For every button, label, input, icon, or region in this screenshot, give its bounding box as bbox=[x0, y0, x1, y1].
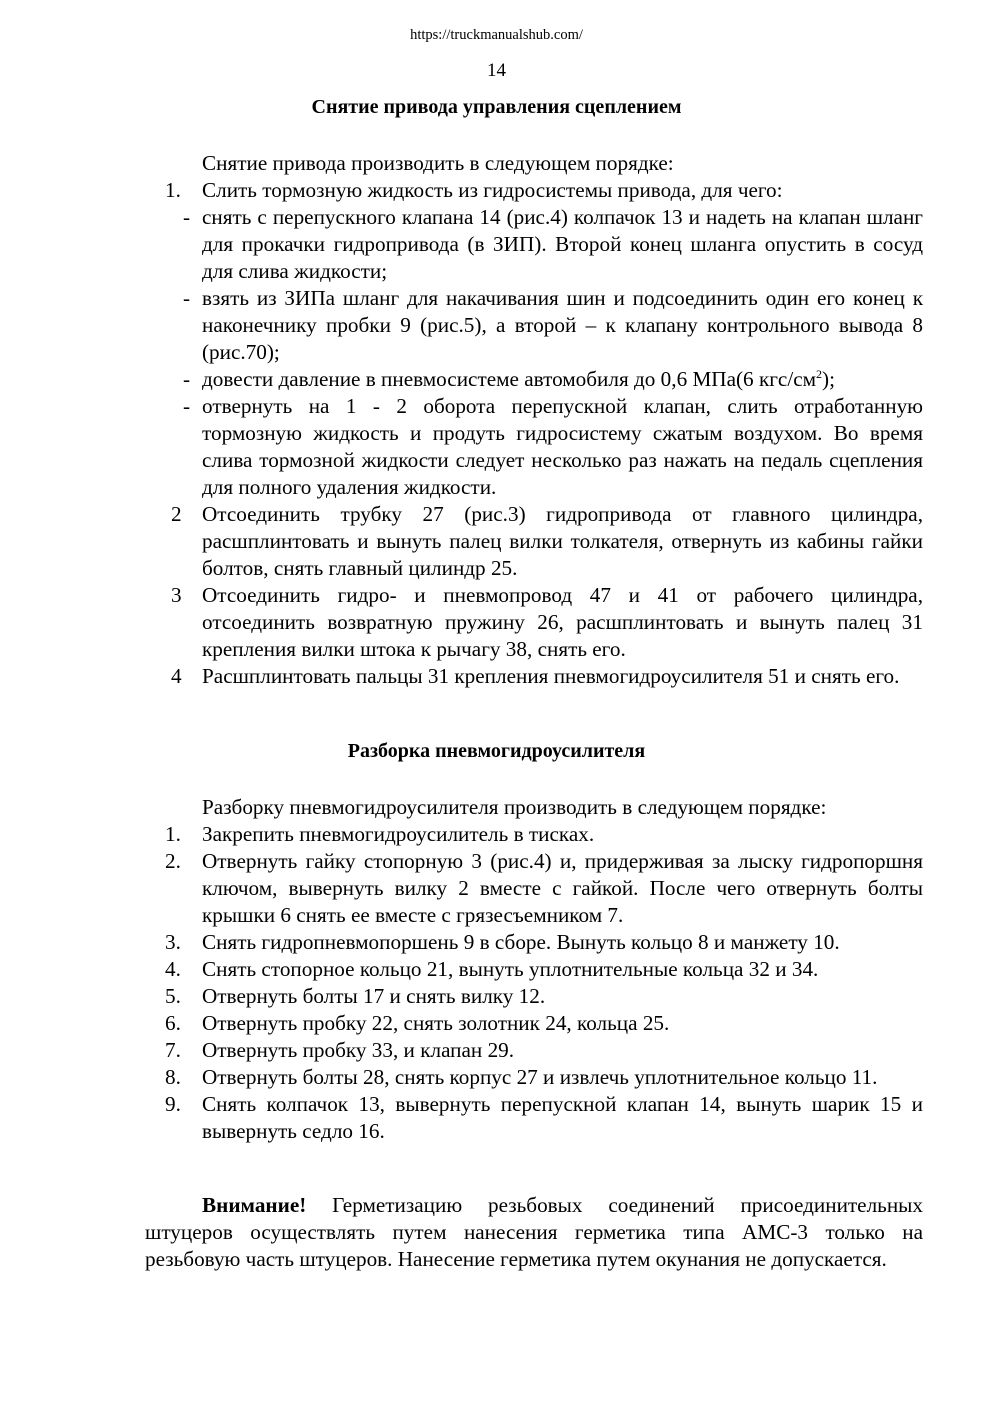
step-3 bbox=[145, 582, 923, 663]
section-clutch-drive-removal bbox=[145, 150, 923, 690]
step-text: Отвернуть пробку 33, и клапан 29. bbox=[202, 1038, 515, 1062]
sub-step-text-end: ); bbox=[822, 367, 835, 391]
step-text: Отвернуть болты 28, снять корпус 27 и извлечь уплотнительное кольцо 11. bbox=[202, 1065, 878, 1089]
step-text: Отвернуть гайку стопорную 3 (рис.4) и, придерживая за лыску гидропоршня ключом, вывернуть вилку 2 вместе с гайкой. После чего отвернуть болты крышки 6 снять ее вместе с грязесъемником 7. bbox=[202, 849, 923, 927]
step-text: Закрепить пневмогидроусилитель в тисках. bbox=[202, 822, 595, 846]
step-text: Слить тормозную жидкость из гидросистемы привода, для чего: bbox=[202, 178, 783, 202]
source-url: https://truckmanualshub.com/ bbox=[410, 27, 583, 43]
warning-text: Герметизацию резьбовых соединений присоединительных штуцеров осуществлять путем нанесения герметика типа АМС-3 только на резьбовую часть штуцеров. Нанесение герметика путем окунания не допускается. bbox=[145, 1193, 923, 1271]
step-number: 3. bbox=[165, 930, 181, 954]
section-booster-disassembly bbox=[145, 794, 923, 1145]
dash-marker: - bbox=[183, 394, 191, 418]
sub-step-text: довести давление в пневмосистеме автомобиля до 0,6 МПа(6 кгс/см bbox=[202, 367, 817, 391]
dash-marker: - bbox=[183, 205, 191, 229]
superscript: 2 bbox=[816, 366, 823, 381]
list-item bbox=[145, 1010, 923, 1037]
step-number: 2. bbox=[165, 849, 181, 873]
step-number: 2 bbox=[171, 502, 182, 526]
step-number: 5. bbox=[165, 984, 181, 1008]
step-number: 9. bbox=[165, 1092, 181, 1116]
step-text: Снять стопорное кольцо 21, вынуть уплотнительные кольца 32 и 34. bbox=[202, 957, 819, 981]
list-item bbox=[145, 1091, 923, 1145]
step-text: Расшплинтовать пальцы 31 крепления пневмогидроусилителя 51 и снять его. bbox=[202, 664, 900, 688]
step-1 bbox=[145, 177, 923, 204]
page-number: 14 bbox=[487, 60, 506, 81]
warning-label: Внимание! bbox=[202, 1193, 307, 1217]
step-text: Снять гидропневмопоршень 9 в сборе. Вынуть кольцо 8 и манжету 10. bbox=[202, 930, 840, 954]
list-item bbox=[145, 1064, 923, 1091]
sub-step bbox=[145, 393, 923, 501]
step-number: 6. bbox=[165, 1011, 181, 1035]
section-title-booster-disassembly: Разборка пневмогидроусилителя bbox=[347, 740, 646, 762]
sub-step-text: отвернуть на 1 - 2 оборота перепускной клапан, слить отработанную тормозную жидкость и продуть гидросистему сжатым воздухом. Во время слива тормозной жидкости следует несколько раз нажать на педаль сцепления для полного удаления жидкости. bbox=[202, 394, 923, 499]
step-2 bbox=[145, 501, 923, 582]
step-number: 3 bbox=[171, 583, 182, 607]
step-text: Отсоединить гидро- и пневмопровод 47 и 41 от рабочего цилиндра, отсоединить возвратную пружину 26, расшплинтовать и вынуть палец 31 крепления вилки штока к рычагу 38, снять его. bbox=[202, 583, 923, 661]
list-item bbox=[145, 821, 923, 848]
step-number: 1. bbox=[165, 822, 181, 846]
step-number: 1. bbox=[165, 178, 181, 202]
sub-step-text: снять с перепускного клапана 14 (рис.4) колпачок 13 и надеть на клапан шланг для прокачки гидропривода (в ЗИП). Второй конец шланга опустить в сосуд для слива жидкости; bbox=[202, 205, 923, 283]
section-intro: Снятие привода производить в следующем порядке: bbox=[202, 151, 674, 175]
step-number: 4 bbox=[171, 664, 182, 688]
step-number: 8. bbox=[165, 1065, 181, 1089]
sub-step bbox=[145, 204, 923, 285]
sub-step bbox=[145, 366, 923, 393]
step-text: Отвернуть пробку 22, снять золотник 24, кольца 25. bbox=[202, 1011, 670, 1035]
step-text: Снять колпачок 13, вывернуть перепускной клапан 14, вынуть шарик 15 и вывернуть седло 16. bbox=[202, 1092, 923, 1143]
list-item bbox=[145, 929, 923, 956]
section-intro: Разборку пневмогидроусилителя производить в следующем порядке: bbox=[202, 795, 827, 819]
step-text: Отвернуть болты 17 и снять вилку 12. bbox=[202, 984, 546, 1008]
dash-marker: - bbox=[183, 286, 191, 310]
sub-step bbox=[145, 285, 923, 366]
step-4 bbox=[145, 663, 923, 690]
list-item bbox=[145, 983, 923, 1010]
section-title-clutch-drive-removal: Снятие привода управления сцеплением bbox=[311, 96, 682, 118]
step-text: Отсоединить трубку 27 (рис.3) гидропривода от главного цилиндра, расшплинтовать и вынуть палец вилки толкателя, отвернуть из кабины гайки болтов, снять главный цилиндр 25. bbox=[202, 502, 923, 580]
step-number: 7. bbox=[165, 1038, 181, 1062]
list-item bbox=[145, 848, 923, 929]
sub-step-text: взять из ЗИПа шланг для накачивания шин и подсоединить один его конец к наконечнику пробки 9 (рис.5), а второй – к клапану контрольного вывода 8 (рис.70); bbox=[202, 286, 923, 364]
warning-note bbox=[145, 1192, 923, 1273]
list-item bbox=[145, 956, 923, 983]
list-item bbox=[145, 1037, 923, 1064]
step-number: 4. bbox=[165, 957, 181, 981]
dash-marker: - bbox=[183, 367, 191, 391]
